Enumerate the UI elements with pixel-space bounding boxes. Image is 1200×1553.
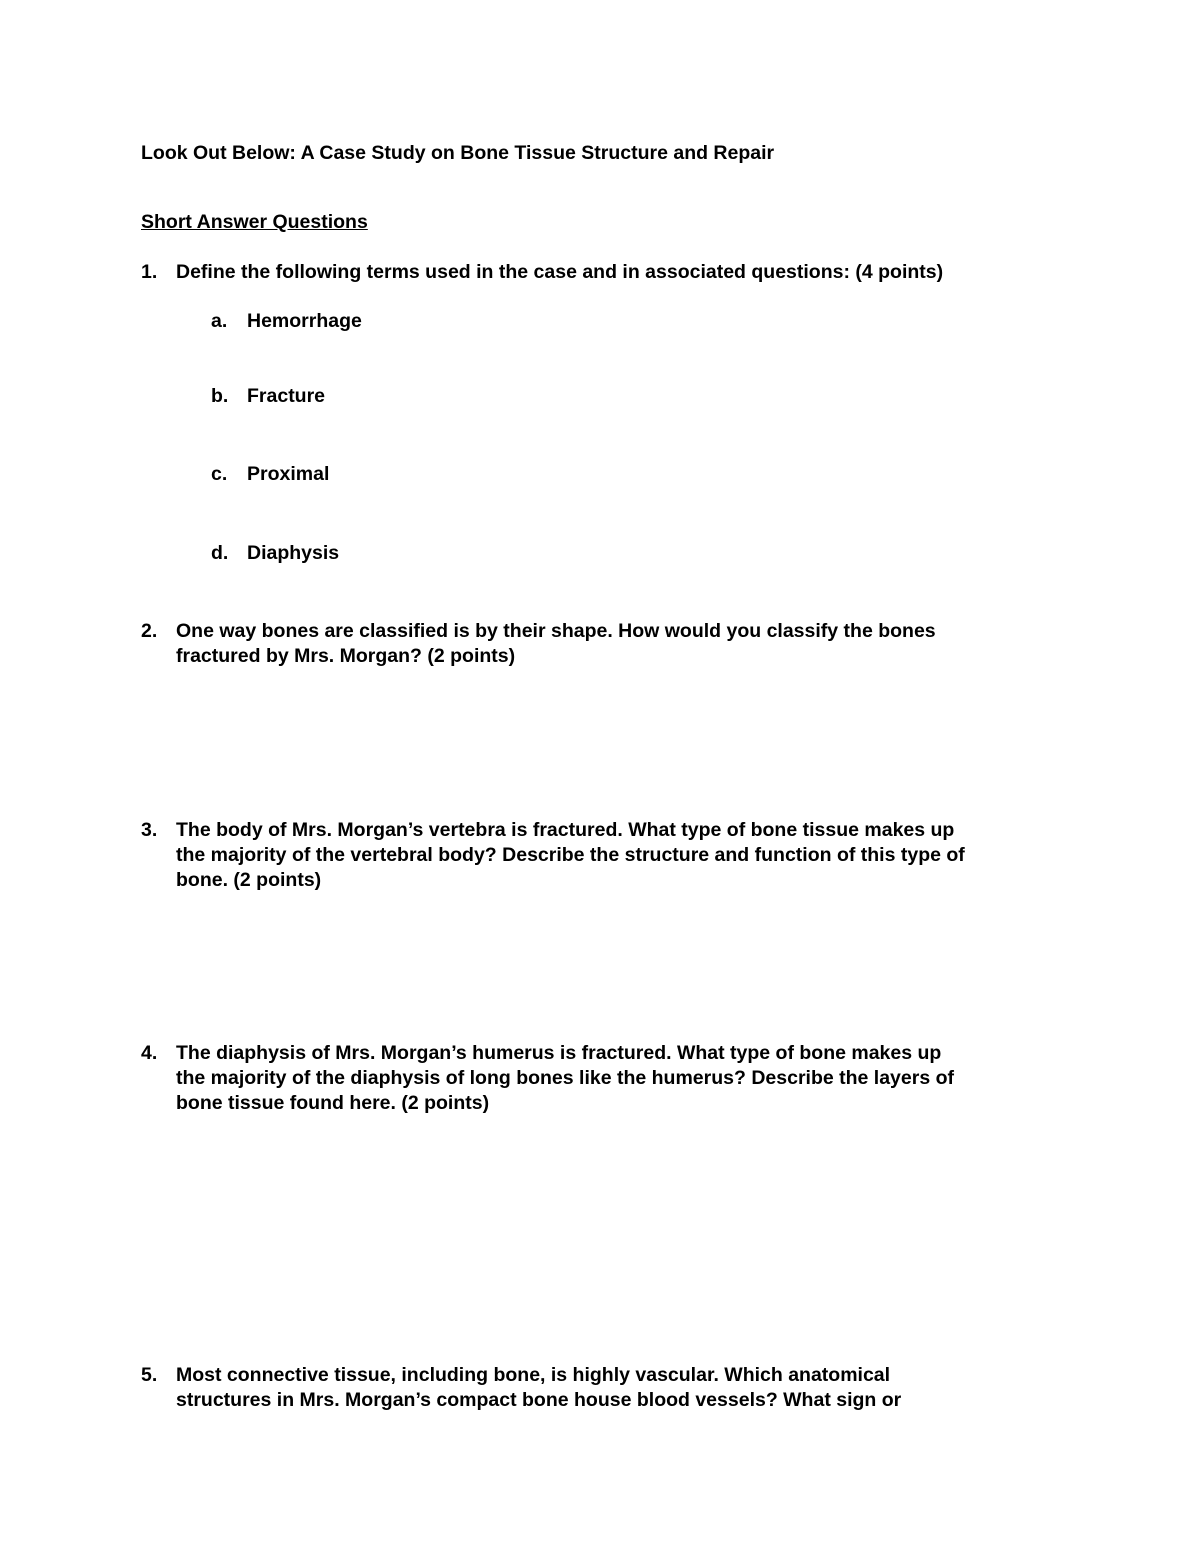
- question-text: Define the following terms used in the case and in associated questions: (4 points): [176, 261, 944, 283]
- question-number: 1.: [141, 261, 158, 283]
- term-label: Fracture: [247, 385, 326, 407]
- question-text: One way bones are classified is by their shape. How would you classify the bones fractured by Mrs. Morgan? (2 points): [176, 620, 936, 667]
- term-label: Hemorrhage: [247, 310, 362, 332]
- question-number: 5.: [141, 1364, 158, 1386]
- term-label: Proximal: [247, 463, 330, 485]
- term-letter: b.: [211, 385, 229, 407]
- term-letter: a.: [211, 310, 228, 332]
- question-number: 4.: [141, 1042, 158, 1064]
- question-number: 3.: [141, 819, 158, 841]
- term-letter: c.: [211, 463, 228, 485]
- question-text: Most connective tissue, including bone, is highly vascular. Which anatomical structures in Mrs. Morgan’s compact bone house blood vessels? What sign or: [176, 1364, 902, 1411]
- term-label: Diaphysis: [247, 542, 340, 564]
- term-letter: d.: [211, 542, 229, 564]
- section-heading: Short Answer Questions: [141, 211, 368, 233]
- question-text: The diaphysis of Mrs. Morgan’s humerus is fractured. What type of bone makes up the majority of the diaphysis of long bones like the humerus? Describe the layers of bone tissue found here. (2 points): [176, 1042, 955, 1114]
- question-number: 2.: [141, 620, 158, 642]
- question-text: The body of Mrs. Morgan’s vertebra is fractured. What type of bone tissue makes up the majority of the vertebral body? Describe the structure and function of this type of bone. (2 points): [176, 819, 965, 891]
- document-title: Look Out Below: A Case Study on Bone Tissue Structure and Repair: [141, 142, 775, 164]
